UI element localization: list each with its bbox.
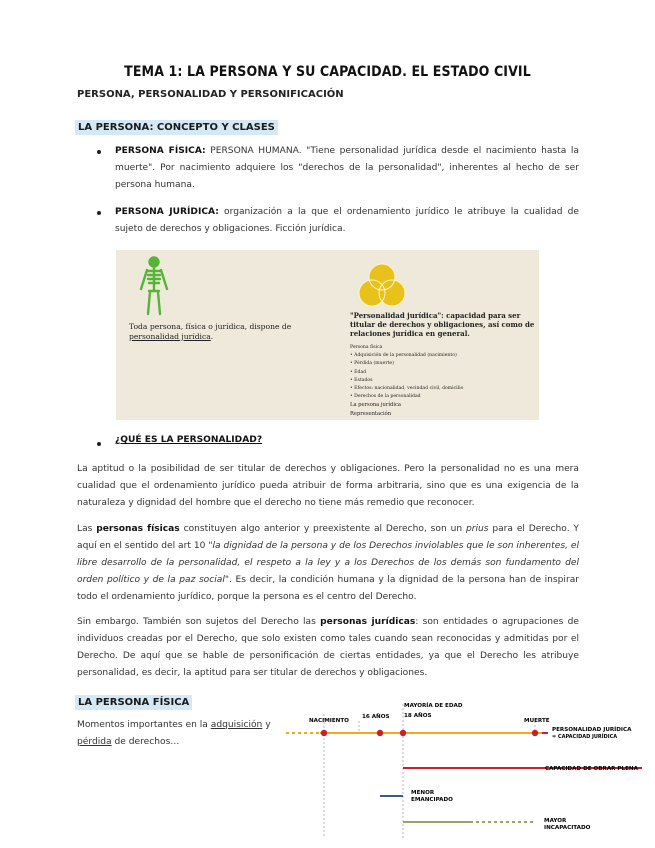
page-title: TEMA 1: LA PERSONA Y SU CAPACIDAD. EL ESTADO CIVIL	[124, 64, 531, 80]
incapacitado-label: INCAPACITADO	[544, 825, 591, 831]
bullet-persona-fisica: PERSONA FÍSICA: PERSONA HUMANA. "Tiene personalidad jurídica desde el nacimiento hasta la muerte". Por nacimiento adquiere los "derechos de la personalidad", inherentes al hecho de ser persona humana.	[115, 146, 579, 190]
section-heading: PERSONA, PERSONALIDAD Y PERSONIFICACIÓN	[77, 89, 344, 100]
pj-label: PERSONALIDAD JURÍDICA	[552, 727, 632, 733]
skeleton-icon	[136, 256, 172, 318]
obrar-label: CAPACIDAD DE OBRAR PLENA	[545, 766, 638, 772]
momentos-text: Momentos importantes en la adquisición y pérdida de derechos…	[77, 720, 271, 747]
figure-list-item: • Estados	[350, 377, 373, 383]
concept-heading: LA PERSONA: CONCEPTO Y CLASES	[75, 115, 278, 134]
figure-list-item: • Pérdida (muerte)	[350, 361, 394, 367]
personalidad-heading: ¿QUÉ ES LA PERSONALIDAD?	[115, 435, 263, 445]
pj-sub-label: = CAPACIDAD JURÍDICA	[552, 734, 618, 740]
emancipado-label: EMANCIPADO	[411, 797, 453, 803]
muerte-marker	[532, 730, 538, 736]
mayoria-sub-label: 18 AÑOS	[404, 713, 432, 719]
nacimiento-marker	[321, 730, 327, 736]
bullet-dot	[97, 211, 101, 215]
bullet-dot	[97, 150, 101, 154]
figure-right-title: "Personalidad jurídica": capacidad para ser titular de derechos y obligaciones, así como de relaciones jurídica en general.	[350, 311, 535, 338]
figure-list: Persona física • Adquisición de la personalidad (nacimiento) • Pérdida (muerte) • Edad • Estados • Efectos: nacionalidad, vecindad civil, domicilio • Derechos de la personalidad La persona jurídica Representación	[350, 344, 536, 418]
mayor-label: MAYOR	[544, 818, 567, 824]
venn-icon	[356, 263, 408, 309]
dieciseis-marker	[377, 730, 383, 736]
figure-list-item: • Derechos de la personalidad	[350, 394, 421, 400]
nacimiento-label: NACIMIENTO	[309, 718, 349, 724]
paragraph-personas-juridicas: Sin embargo. También son sujetos del Derecho las personas jurídicas: son entidades o agrupaciones de individuos creadas por el Derecho, que solo existen como tales cuando sean reconocidas y admitidas por el Derecho. De aquí que se hable de personificación de ciertas entidades, ya que el Derecho les atribuye personalidad, es decir, la aptitud para ser titular de derechos y obligaciones.	[77, 617, 579, 678]
figure-list-item: • Efectos: nacionalidad, vecindad civil, domicilio	[350, 386, 464, 392]
mayoria-label: MAYORÍA DE EDAD	[404, 703, 463, 709]
mayoria-marker	[400, 730, 406, 736]
paragraph-personalidad: La aptitud o la posibilidad de ser titular de derechos y obligaciones. Pero la personalidad no es una mera cualidad que el ordenamiento jurídico pueda atribuir de forma arbitraria, sino que es una exigencia de la naturaleza y dignidad del hombre que el derecho no tiene más remedio que reconocer.	[77, 464, 579, 508]
figure-left-text: Toda persona, física o jurídica, dispone de personalidad jurídica.	[129, 322, 292, 341]
bullet-persona-juridica: PERSONA JURÍDICA: organización a la que el ordenamiento jurídico le atribuye la cualidad de sujeto de derechos y obligaciones. Ficción jurídica.	[115, 207, 580, 234]
figure-list-item: • Edad	[350, 369, 367, 375]
menor-label: MENOR	[411, 790, 435, 796]
paragraph-personas-fisicas: Las personas físicas constituyen algo anterior y preexistente al Derecho, son un prius para el Derecho. Y aquí en el sentido del art 10 "la dignidad de la persona y de los Derechos inviolables que le son inherentes, el libre desarrollo de la personalidad, el respeto a la ley y a los Derechos de los demás son fundamento del orden político y de la paz social". Es decir, la condición humana y la dignidad de la persona han de inspirar todo el ordenamiento jurídico, porque la persona es el centro del Derecho.	[77, 524, 580, 602]
persona-fisica-heading: LA PERSONA FÍSICA	[75, 690, 192, 709]
timeline-diagram	[280, 698, 650, 838]
persona-figure	[116, 250, 539, 420]
dieciseis-label: 16 AÑOS	[362, 714, 390, 720]
muerte-label: MUERTE	[524, 718, 550, 724]
bullet-dot	[97, 442, 101, 446]
figure-list-item: • Adquisición de la personalidad (nacimiento)	[350, 353, 457, 359]
